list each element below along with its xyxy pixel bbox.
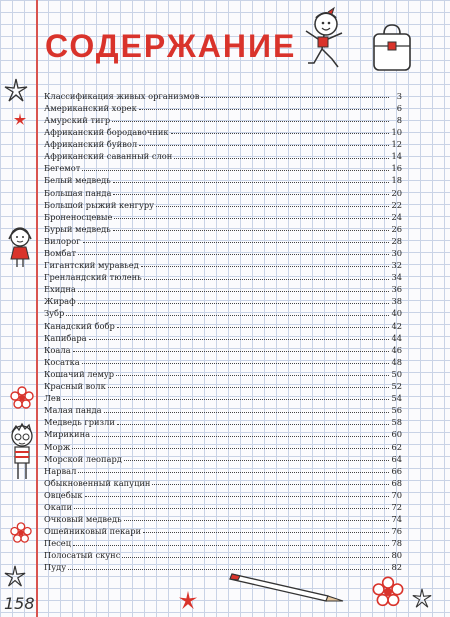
toc-entry-page: 8 [396,114,402,125]
toc-entry[interactable] [44,463,402,475]
toc-entry-page: 18 [391,175,402,186]
toc-entry[interactable] [44,427,402,439]
toc-entry-title: Амурский тигр [44,114,111,125]
toc-entry-title: Канадский бобр [44,320,115,331]
toc-entry-page: 52 [391,381,402,392]
toc-entry[interactable] [44,318,402,330]
flower-icon [10,386,34,410]
flower-icon-2 [10,522,32,544]
dot-leader [156,205,389,207]
toc-entry-page: 46 [391,344,402,355]
toc-entry-page: 82 [391,562,402,573]
pencil-icon [228,568,346,604]
toc-entry[interactable] [44,499,402,511]
toc-entry-title: Большая панда [44,187,112,198]
toc-entry[interactable] [44,294,402,306]
toc-entry-title: Полосатый скунс [44,550,121,561]
toc-entry[interactable] [44,366,402,378]
small-star-icon [13,112,27,126]
dot-leader [114,217,389,219]
toc-entry-title: Морской леопард [44,453,122,464]
toc-entry[interactable] [44,390,402,402]
toc-entry-page: 48 [391,356,402,367]
page-title: СОДЕРЖАНИЕ [45,28,297,64]
boy-doodle [6,422,38,486]
dot-leader [78,302,389,304]
toc-entry-title: Жираф [44,296,76,307]
toc-entry-page: 60 [391,429,402,440]
toc-entry[interactable] [44,402,402,414]
toc-entry-page: 26 [391,223,402,234]
toc-entry-page: 64 [391,453,402,464]
toc-entry[interactable] [44,451,402,463]
toc-entry-title: Вомбат [44,248,77,259]
toc-entry[interactable] [44,282,402,294]
dot-leader [63,398,389,400]
toc-entry-page: 14 [391,151,402,162]
toc-entry-title: Песец [44,538,72,549]
toc-entry-page: 44 [391,332,402,343]
toc-entry-page: 38 [391,296,402,307]
toc-entry[interactable] [44,173,402,185]
toc-entry-title: Белый медведь [44,175,111,186]
toc-entry[interactable] [44,100,402,112]
toc-entry-title: Ехидна [44,284,76,295]
dot-leader [78,290,389,292]
toc-entry[interactable] [44,161,402,173]
star-doodle-icon [4,78,28,102]
toc-entry-page: 78 [391,538,402,549]
toc-entry-title: Красный волк [44,381,106,392]
dot-leader [141,265,389,267]
star-doodle-icon-2 [4,565,26,587]
toc-entry[interactable] [44,257,402,269]
dot-leader [104,411,389,413]
toc-entry-page: 54 [391,393,402,404]
dot-leader [73,350,389,352]
toc-entry[interactable] [44,560,402,572]
toc-entry-page: 70 [391,489,402,500]
toc-entry[interactable] [44,354,402,366]
dot-leader [113,229,389,231]
dot-leader [83,241,389,243]
toc-entry[interactable] [44,535,402,547]
table-of-contents [44,88,402,572]
dot-leader [152,483,389,485]
toc-entry[interactable] [44,221,402,233]
dot-leader [116,374,389,376]
toc-entry-page: 56 [391,405,402,416]
toc-entry-title: Броненосцевые [44,211,113,222]
dot-leader [113,193,389,195]
dot-leader [144,278,389,280]
toc-entry-page: 62 [391,441,402,452]
toc-entry-title: Пуду [44,562,67,573]
dot-leader [139,108,389,110]
toc-entry[interactable] [44,124,402,136]
dot-leader [143,531,389,533]
toc-entry-page: 22 [391,199,402,210]
toc-entry[interactable] [44,112,402,124]
toc-entry[interactable] [44,136,402,148]
toc-entry[interactable] [44,439,402,451]
dot-leader [78,471,389,473]
toc-entry-page: 30 [391,248,402,259]
toc-entry-page: 76 [391,526,402,537]
toc-entry[interactable] [44,197,402,209]
toc-entry-title: Американский хорек [44,102,137,113]
toc-entry-title: Медведь гризли [44,417,115,428]
toc-entry[interactable] [44,523,402,535]
toc-entry-title: Мирикина [44,429,91,440]
toc-entry-title: Малая панда [44,405,102,416]
toc-entry-page: 50 [391,368,402,379]
dot-leader [112,120,389,122]
toc-entry[interactable] [44,306,402,318]
dot-leader [174,157,389,159]
toc-entry-page: 68 [391,477,402,488]
toc-entry-title: Окапи [44,501,72,512]
toc-entry-page: 66 [391,465,402,476]
dot-leader [122,556,389,558]
toc-entry-title: Нарвал [44,465,77,476]
toc-entry-page: 6 [396,102,402,113]
toc-entry-title: Коала [44,344,71,355]
toc-entry-title: Кошачий лемур [44,368,115,379]
running-kid-doodle [302,6,354,74]
toc-entry-page: 28 [391,235,402,246]
toc-entry-page: 72 [391,501,402,512]
toc-entry[interactable] [44,88,402,100]
dot-leader [74,507,389,509]
toc-entry-page: 3 [396,90,402,101]
toc-entry-title: Классификация живых организмов [44,90,200,101]
dot-leader [108,386,389,388]
dot-leader [82,362,389,364]
toc-entry-title: Овцебык [44,489,83,500]
toc-entry-page: 12 [391,139,402,150]
toc-entry-title: Бурый медведь [44,223,111,234]
toc-entry-title: Бегемот [44,163,81,174]
toc-entry[interactable] [44,148,402,160]
toc-entry[interactable] [44,269,402,281]
dot-leader [73,544,389,546]
toc-entry[interactable] [44,245,402,257]
toc-entry-title: Ошейниковый пекари [44,526,142,537]
toc-entry[interactable] [44,415,402,427]
small-star-icon-3 [412,588,432,608]
dot-leader [82,169,389,171]
toc-entry-title: Очковый медведь [44,514,122,525]
toc-entry-title: Гренландский тюлень [44,272,142,283]
toc-entry-title: Морж [44,441,71,452]
toc-entry-page: 16 [391,163,402,174]
dot-leader [72,447,389,449]
toc-entry-page: 58 [391,417,402,428]
dot-leader [85,495,389,497]
toc-entry-page: 20 [391,187,402,198]
toc-entry-page: 42 [391,320,402,331]
toc-entry-page: 24 [391,211,402,222]
toc-entry-page: 36 [391,284,402,295]
dot-leader [171,132,389,134]
toc-entry-title: Зубр [44,308,65,319]
toc-entry-title: Африканский бородавочник [44,127,169,138]
toc-entry-page: 34 [391,272,402,283]
toc-entry[interactable] [44,233,402,245]
toc-entry[interactable] [44,475,402,487]
page-margin-line [36,0,38,617]
toc-entry[interactable] [44,209,402,221]
toc-entry-title: Косатка [44,356,80,367]
page-number: 158 [4,594,35,613]
dot-leader [117,326,389,328]
dot-leader [117,423,389,425]
dot-leader [113,181,389,183]
dot-leader [124,459,389,461]
toc-entry-page: 10 [391,127,402,138]
toc-entry-page: 80 [391,550,402,561]
flower-icon-3 [372,576,404,608]
dot-leader [92,435,389,437]
toc-entry[interactable] [44,548,402,560]
dot-leader [66,314,389,316]
toc-entry[interactable] [44,330,402,342]
toc-entry-title: Лев [44,393,61,404]
small-star-icon-2 [178,590,198,610]
toc-entry-title: Обыкновенный капуцин [44,477,151,488]
toc-entry-title: Вилорог [44,235,81,246]
toc-entry-title: Африканский саванный слон [44,151,173,162]
toc-entry-page: 32 [391,260,402,271]
dot-leader [124,519,389,521]
toc-entry-title: Большой рыжий кенгуру [44,199,155,210]
toc-entry[interactable] [44,487,402,499]
toc-entry-title: Гигантский муравьед [44,260,139,271]
toc-entry-page: 40 [391,308,402,319]
toc-entry-title: Африканский буйвол [44,139,138,150]
dot-leader [201,96,389,98]
dot-leader [139,144,389,146]
toc-entry-page: 74 [391,514,402,525]
dot-leader [78,253,389,255]
toc-entry[interactable] [44,185,402,197]
toc-entry[interactable] [44,342,402,354]
girl-doodle [5,225,35,269]
schoolbag-icon [370,22,414,74]
toc-entry-title: Капибара [44,332,87,343]
toc-entry[interactable] [44,378,402,390]
toc-entry[interactable] [44,511,402,523]
dot-leader [89,338,389,340]
